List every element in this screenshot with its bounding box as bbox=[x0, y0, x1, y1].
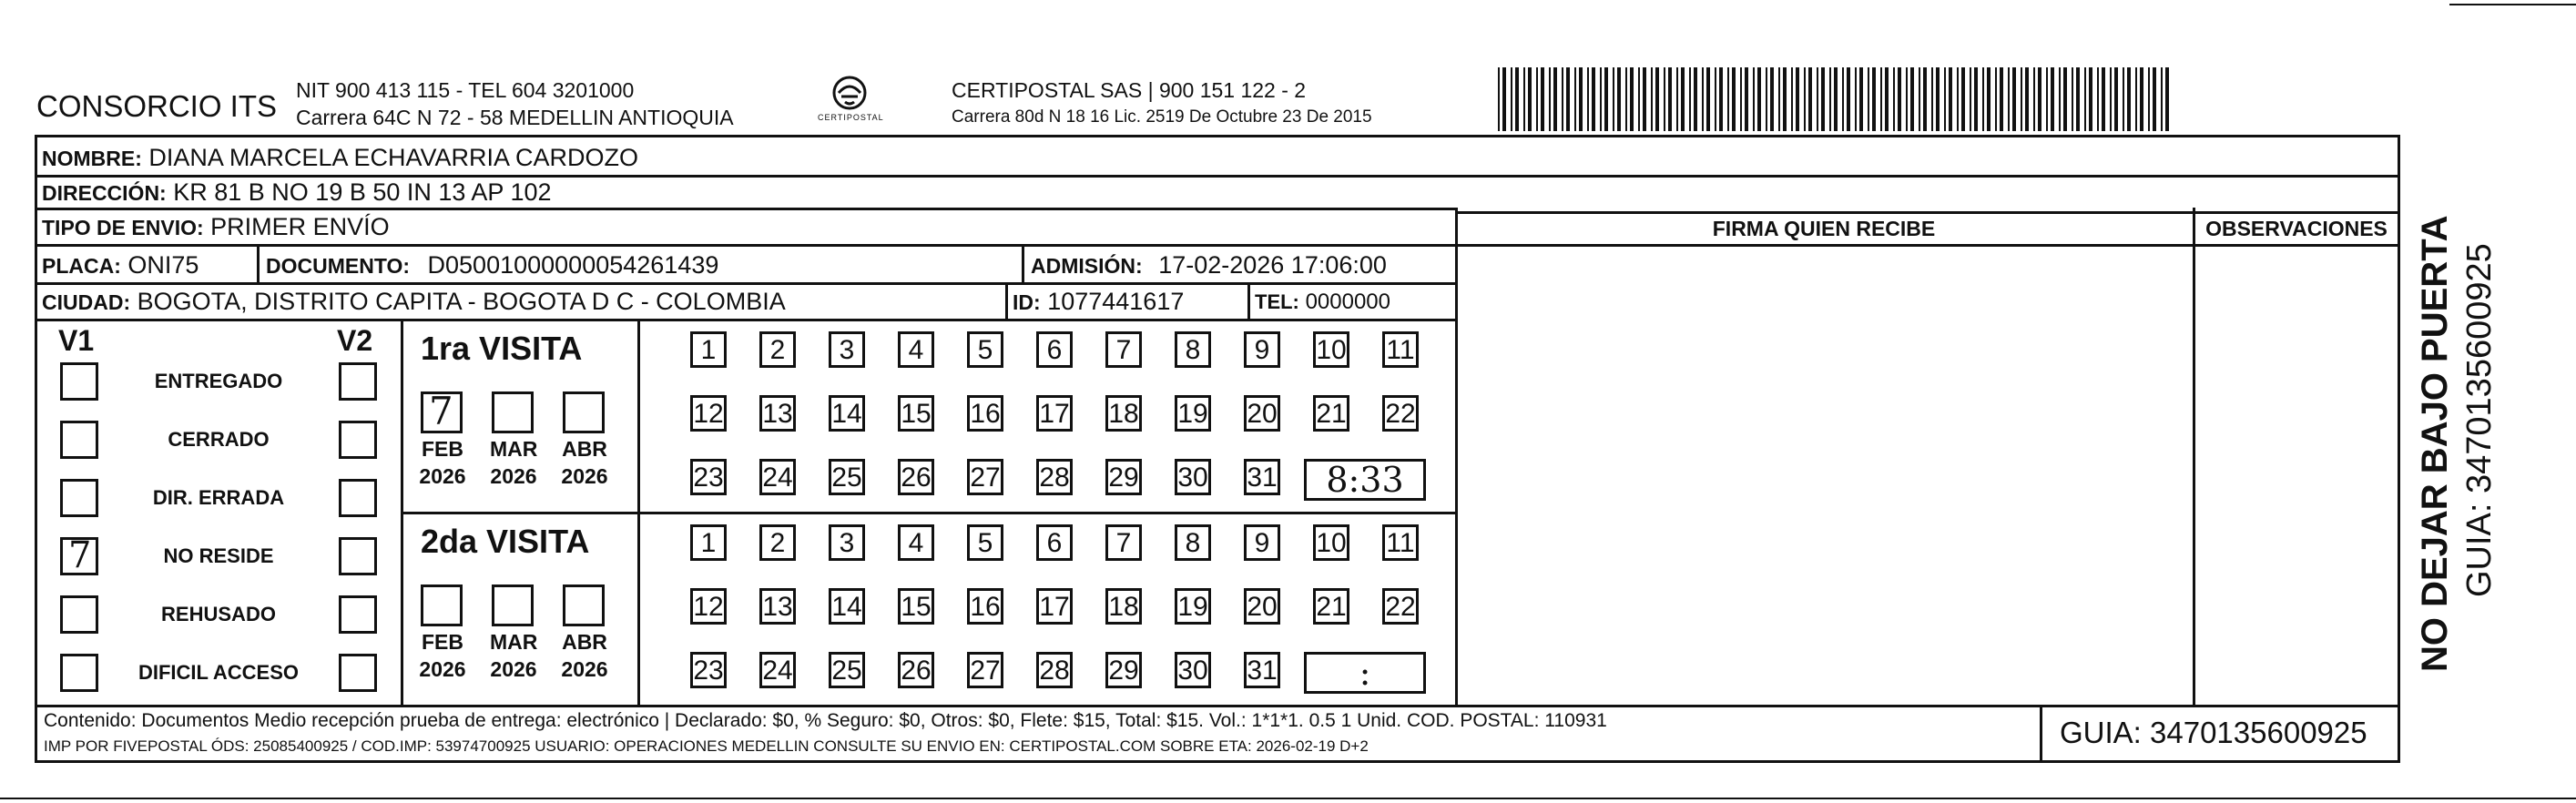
status-label-entregado: ENTREGADO bbox=[154, 370, 283, 392]
barcode-bar bbox=[1689, 67, 1691, 131]
barcode bbox=[1498, 67, 2176, 131]
v1-label: V1 bbox=[58, 324, 95, 357]
barcode-bar bbox=[2123, 67, 2124, 131]
admision-value: 17-02-2026 17:06:00 bbox=[1158, 251, 1387, 279]
barcode-bar bbox=[1766, 67, 1767, 131]
barcode-bar bbox=[1842, 67, 1844, 131]
day-box[interactable]: 23 bbox=[690, 459, 727, 495]
observaciones-header: OBSERVACIONES bbox=[2205, 217, 2388, 240]
barcode-bar bbox=[1727, 67, 1729, 131]
day-box[interactable]: 13 bbox=[759, 395, 796, 432]
time-box[interactable]: 8:33 bbox=[1304, 459, 1426, 501]
barcode-bar bbox=[1910, 67, 1914, 131]
barcode-bar bbox=[1893, 67, 1895, 131]
day-box[interactable]: 6 bbox=[1036, 331, 1073, 368]
barcode-bar bbox=[1651, 67, 1653, 131]
barcode-bar bbox=[1957, 67, 1959, 131]
barcode-bar bbox=[2046, 67, 2048, 131]
id-value: 1077441617 bbox=[1047, 288, 1185, 315]
day-box[interactable]: 1 bbox=[690, 331, 727, 368]
v1-checkbox-dir-errada[interactable] bbox=[60, 479, 98, 517]
barcode-bar bbox=[1562, 67, 1563, 131]
day-box[interactable]: 25 bbox=[829, 459, 865, 495]
barcode-bar bbox=[1638, 67, 1640, 131]
v2-checkbox-rehusado[interactable] bbox=[339, 595, 377, 634]
day-box[interactable]: 6 bbox=[1036, 524, 1073, 561]
barcode-bar bbox=[1872, 67, 1876, 131]
barcode-bar bbox=[1791, 67, 1793, 131]
barcode-bar bbox=[1906, 67, 1908, 131]
day-box[interactable]: 27 bbox=[967, 459, 1003, 495]
day-box[interactable]: 4 bbox=[898, 524, 934, 561]
barcode-bar bbox=[1949, 67, 1952, 131]
day-box[interactable]: 15 bbox=[898, 395, 934, 432]
barcode-bar bbox=[1664, 67, 1665, 131]
day-box[interactable]: 26 bbox=[898, 459, 934, 495]
v1-check-mark: 7 bbox=[68, 534, 92, 576]
barcode-bar bbox=[1919, 67, 1920, 131]
day-box[interactable]: 30 bbox=[1175, 652, 1211, 688]
company-name: CONSORCIO ITS bbox=[36, 89, 278, 123]
v2-checkbox-entregado[interactable] bbox=[339, 362, 377, 401]
v1-checkbox-cerrado[interactable] bbox=[60, 421, 98, 459]
v2-checkbox-no-reside[interactable] bbox=[339, 537, 377, 575]
month-box-mar[interactable] bbox=[492, 584, 534, 626]
logo-caption: CERTIPOSTAL bbox=[818, 113, 884, 122]
day-box[interactable]: 31 bbox=[1244, 652, 1280, 688]
barcode-bar bbox=[2165, 67, 2169, 131]
month-label: FEB bbox=[422, 437, 463, 461]
barcode-bar bbox=[1821, 67, 1825, 131]
barcode-bar bbox=[1974, 67, 1978, 131]
day-box[interactable]: 2 bbox=[759, 524, 796, 561]
day-box[interactable]: 12 bbox=[690, 588, 727, 625]
day-box[interactable]: 31 bbox=[1244, 459, 1280, 495]
barcode-bar bbox=[1829, 67, 1831, 131]
barcode-bar bbox=[1859, 67, 1863, 131]
barcode-bar bbox=[1643, 67, 1646, 131]
year-label: 2026 bbox=[490, 464, 537, 488]
barcode-bar bbox=[1625, 67, 1627, 131]
barcode-bar bbox=[1778, 67, 1780, 131]
barcode-bar bbox=[1847, 67, 1850, 131]
barcode-bar bbox=[1732, 67, 1736, 131]
placa-value: ONI75 bbox=[127, 251, 199, 279]
barcode-bar bbox=[1566, 67, 1570, 131]
barcode-bar bbox=[1541, 67, 1544, 131]
status-label-dir-errada: DIR. ERRADA bbox=[152, 486, 285, 509]
day-box[interactable]: 9 bbox=[1244, 524, 1280, 561]
barcode-bar bbox=[2025, 67, 2029, 131]
barcode-bar bbox=[1808, 67, 1812, 131]
day-box[interactable]: 13 bbox=[759, 588, 796, 625]
barcode-bar bbox=[1502, 67, 1506, 131]
barcode-bar bbox=[1931, 67, 1933, 131]
barcode-bar bbox=[1549, 67, 1551, 131]
direccion-label: DIRECCIÓN: bbox=[42, 181, 167, 205]
barcode-bar bbox=[2153, 67, 2156, 131]
barcode-bar bbox=[2076, 67, 2080, 131]
barcode-bar bbox=[2097, 67, 2099, 131]
barcode-bar bbox=[1681, 67, 1685, 131]
month-label: MAR bbox=[490, 437, 538, 461]
v2-checkbox-dificil-acceso[interactable] bbox=[339, 654, 377, 692]
side-guia: GUIA: 3470135600925 bbox=[2460, 243, 2499, 597]
barcode-bar bbox=[1604, 67, 1608, 131]
barcode-bar bbox=[1706, 67, 1710, 131]
admision-label: ADMISIÓN: bbox=[1031, 254, 1143, 278]
day-box[interactable]: 3 bbox=[829, 331, 865, 368]
nombre-label: NOMBRE: bbox=[42, 147, 142, 170]
barcode-bar bbox=[1676, 67, 1678, 131]
v2-label: V2 bbox=[337, 324, 373, 357]
barcode-bar bbox=[1579, 67, 1583, 131]
barcode-bar bbox=[2063, 67, 2067, 131]
barcode-bar bbox=[1804, 67, 1806, 131]
day-box[interactable]: 22 bbox=[1382, 395, 1419, 432]
barcode-bar bbox=[2148, 67, 2150, 131]
month-box-abr[interactable] bbox=[563, 584, 605, 626]
documento-label: DOCUMENTO: bbox=[266, 254, 411, 278]
barcode-bar bbox=[2110, 67, 2112, 131]
barcode-bar bbox=[1770, 67, 1774, 131]
ciudad-label: CIUDAD: bbox=[42, 290, 131, 314]
barcode-bar bbox=[1668, 67, 1672, 131]
firma-header: FIRMA QUIEN RECIBE bbox=[1712, 217, 1936, 240]
day-box[interactable]: 23 bbox=[690, 652, 727, 688]
day-box[interactable]: 20 bbox=[1244, 588, 1280, 625]
barcode-bar bbox=[2114, 67, 2118, 131]
barcode-bar bbox=[1528, 67, 1532, 131]
day-box[interactable]: 11 bbox=[1382, 331, 1419, 368]
barcode-bar bbox=[2008, 67, 2010, 131]
day-box[interactable]: 9 bbox=[1244, 331, 1280, 368]
barcode-bar bbox=[2084, 67, 2086, 131]
barcode-bar bbox=[1498, 67, 1500, 131]
certipostal-name: CERTIPOSTAL SAS | 900 151 122 - 2 bbox=[952, 78, 1307, 102]
day-box[interactable]: 10 bbox=[1313, 331, 1349, 368]
month-label: ABR bbox=[562, 630, 607, 654]
barcode-bar bbox=[1702, 67, 1704, 131]
barcode-bar bbox=[1961, 67, 1965, 131]
barcode-bar bbox=[1553, 67, 1557, 131]
day-box[interactable]: 27 bbox=[967, 652, 1003, 688]
barcode-bar bbox=[2038, 67, 2041, 131]
day-box[interactable]: 24 bbox=[759, 459, 796, 495]
barcode-bar bbox=[1987, 67, 1991, 131]
month-mark: 7 bbox=[429, 389, 453, 433]
barcode-bar bbox=[1523, 67, 1525, 131]
barcode-bar bbox=[2059, 67, 2061, 131]
footer-imp-line: IMP POR FIVEPOSTAL ÓDS: 25085400925 / COD.IMP: 53974700925 USUARIO: OPERACIONES MEDELLIN CONSULTE SU ENVIO EN: CERTIPOSTAL.COM SOBRE ETA: 2026-02-19 D+2 bbox=[44, 737, 1369, 755]
day-box[interactable]: 14 bbox=[829, 588, 865, 625]
tel-value: 0000000 bbox=[1305, 290, 1390, 314]
status-label-cerrado: CERRADO bbox=[168, 428, 270, 451]
barcode-bar bbox=[1923, 67, 1927, 131]
barcode-bar bbox=[1715, 67, 1716, 131]
barcode-bar bbox=[1587, 67, 1589, 131]
year-label: 2026 bbox=[561, 657, 608, 681]
v2-checkbox-dir-errada[interactable] bbox=[339, 479, 377, 517]
day-box[interactable]: 1 bbox=[690, 524, 727, 561]
barcode-bar bbox=[1898, 67, 1901, 131]
company-address: Carrera 64C N 72 - 58 MEDELLIN ANTIOQUIA bbox=[296, 106, 734, 129]
day-box[interactable]: 2 bbox=[759, 331, 796, 368]
v1-checkbox-no-reside[interactable] bbox=[60, 534, 98, 576]
year-label: 2026 bbox=[490, 657, 537, 681]
day-box[interactable]: 10 bbox=[1313, 524, 1349, 561]
day-box[interactable]: 18 bbox=[1105, 588, 1142, 625]
ciudad-value: BOGOTA, DISTRITO CAPITA - BOGOTA D C - COLOMBIA bbox=[137, 288, 786, 315]
barcode-bar bbox=[1753, 67, 1755, 131]
barcode-bar bbox=[1834, 67, 1838, 131]
day-box[interactable]: 20 bbox=[1244, 395, 1280, 432]
month-box-abr[interactable] bbox=[563, 391, 605, 433]
year-label: 2026 bbox=[419, 657, 466, 681]
barcode-bar bbox=[1995, 67, 1997, 131]
barcode-bar bbox=[2072, 67, 2073, 131]
barcode-bar bbox=[1944, 67, 1946, 131]
v1-checkbox-rehusado[interactable] bbox=[60, 595, 98, 634]
barcode-bar bbox=[1592, 67, 1595, 131]
day-box[interactable]: 25 bbox=[829, 652, 865, 688]
barcode-bar bbox=[1936, 67, 1940, 131]
barcode-bar bbox=[2102, 67, 2105, 131]
time-box[interactable]: : bbox=[1304, 652, 1426, 694]
day-box[interactable]: 3 bbox=[829, 524, 865, 561]
barcode-bar bbox=[1694, 67, 1697, 131]
visit-title: 2da VISITA bbox=[421, 523, 590, 560]
day-box[interactable]: 14 bbox=[829, 395, 865, 432]
month-label: FEB bbox=[422, 630, 463, 654]
day-box[interactable]: 12 bbox=[690, 395, 727, 432]
barcode-bar bbox=[1817, 67, 1818, 131]
barcode-bar bbox=[1740, 67, 1742, 131]
day-box[interactable]: 8 bbox=[1175, 331, 1211, 368]
barcode-bar bbox=[2089, 67, 2092, 131]
barcode-bar bbox=[1613, 67, 1614, 131]
day-box[interactable]: 29 bbox=[1105, 459, 1142, 495]
barcode-bar bbox=[1885, 67, 1889, 131]
certipostal-address: Carrera 80d N 18 16 Lic. 2519 De Octubre 23 De 2015 bbox=[952, 107, 1372, 127]
status-label-rehusado: REHUSADO bbox=[161, 603, 276, 625]
day-box[interactable]: 28 bbox=[1036, 459, 1073, 495]
barcode-bar bbox=[1982, 67, 1984, 131]
barcode-bar bbox=[2000, 67, 2003, 131]
barcode-bar bbox=[1796, 67, 1799, 131]
day-box[interactable]: 4 bbox=[898, 331, 934, 368]
nombre-value: DIANA MARCELA ECHAVARRIA CARDOZO bbox=[148, 144, 639, 171]
footer-contenido: Contenido: Documentos Medio recepción prueba de entrega: electrónico | Declarado: $0, % Seguro: $0, Otros: $0, Flete: $15, Total: $15. Vol.: 1*1*1. 0.5 1 Unid. COD. POSTAL: 110931 bbox=[44, 710, 1607, 731]
day-box[interactable]: 16 bbox=[967, 395, 1003, 432]
footer-guia: GUIA: 3470135600925 bbox=[2060, 716, 2367, 749]
documento-value: D05001000000054261439 bbox=[427, 251, 719, 279]
barcode-bar bbox=[1617, 67, 1621, 131]
year-label: 2026 bbox=[419, 464, 466, 488]
day-box[interactable]: 7 bbox=[1105, 524, 1142, 561]
day-box[interactable]: 15 bbox=[898, 588, 934, 625]
status-label-no-reside: NO RESIDE bbox=[163, 544, 274, 567]
placa-label: PLACA: bbox=[42, 254, 121, 278]
barcode-bar bbox=[2140, 67, 2143, 131]
barcode-bar bbox=[2021, 67, 2022, 131]
day-box[interactable]: 8 bbox=[1175, 524, 1211, 561]
day-box[interactable]: 26 bbox=[898, 652, 934, 688]
barcode-bar bbox=[1600, 67, 1602, 131]
v2-checkbox-cerrado[interactable] bbox=[339, 421, 377, 459]
year-label: 2026 bbox=[561, 464, 608, 488]
barcode-bar bbox=[2127, 67, 2131, 131]
barcode-bar bbox=[2033, 67, 2035, 131]
barcode-bar bbox=[1783, 67, 1787, 131]
barcode-bar bbox=[1655, 67, 1659, 131]
barcode-bar bbox=[1511, 67, 1512, 131]
day-box[interactable]: 21 bbox=[1313, 588, 1349, 625]
barcode-bar bbox=[2135, 67, 2137, 131]
barcode-bar bbox=[1536, 67, 1538, 131]
barcode-bar bbox=[1757, 67, 1761, 131]
day-box[interactable]: 5 bbox=[967, 524, 1003, 561]
barcode-bar bbox=[1745, 67, 1748, 131]
day-box[interactable]: 19 bbox=[1175, 395, 1211, 432]
barcode-bar bbox=[1515, 67, 1519, 131]
barcode-bar bbox=[1574, 67, 1576, 131]
day-box[interactable]: 7 bbox=[1105, 331, 1142, 368]
day-box[interactable]: 19 bbox=[1175, 588, 1211, 625]
day-box[interactable]: 28 bbox=[1036, 652, 1073, 688]
day-box[interactable]: 21 bbox=[1313, 395, 1349, 432]
day-box[interactable]: 17 bbox=[1036, 395, 1073, 432]
day-box[interactable]: 29 bbox=[1105, 652, 1142, 688]
barcode-bar bbox=[1719, 67, 1723, 131]
month-label: ABR bbox=[562, 437, 607, 461]
company-nit: NIT 900 413 115 - TEL 604 3201000 bbox=[296, 78, 635, 102]
barcode-bar bbox=[1855, 67, 1857, 131]
visit-title: 1ra VISITA bbox=[421, 330, 583, 367]
status-label-dificil-acceso: DIFICIL ACCESO bbox=[137, 661, 299, 684]
day-box[interactable]: 30 bbox=[1175, 459, 1211, 495]
barcode-bar bbox=[1880, 67, 1882, 131]
month-box-feb[interactable] bbox=[421, 391, 463, 433]
id-label: ID: bbox=[1013, 290, 1041, 314]
barcode-bar bbox=[2051, 67, 2054, 131]
month-box-mar[interactable] bbox=[492, 391, 534, 433]
v1-checkbox-dificil-acceso[interactable] bbox=[60, 654, 98, 692]
day-box[interactable]: 22 bbox=[1382, 588, 1419, 625]
month-label: MAR bbox=[490, 630, 538, 654]
month-box-feb[interactable] bbox=[421, 584, 463, 626]
direccion-value: KR 81 B NO 19 B 50 IN 13 AP 102 bbox=[173, 178, 552, 206]
day-box[interactable]: 16 bbox=[967, 588, 1003, 625]
barcode-bar bbox=[2161, 67, 2163, 131]
day-box[interactable]: 17 bbox=[1036, 588, 1073, 625]
barcode-bar bbox=[2012, 67, 2016, 131]
tipo-envio-label: TIPO DE ENVIO: bbox=[42, 216, 204, 239]
side-warning: NO DEJAR BAJO PUERTA bbox=[2415, 215, 2455, 672]
day-box[interactable]: 11 bbox=[1382, 524, 1419, 561]
day-box[interactable]: 18 bbox=[1105, 395, 1142, 432]
v1-checkbox-entregado[interactable] bbox=[60, 362, 98, 401]
day-box[interactable]: 24 bbox=[759, 652, 796, 688]
barcode-bar bbox=[1970, 67, 1971, 131]
day-box[interactable]: 5 bbox=[967, 331, 1003, 368]
barcode-bar bbox=[1630, 67, 1634, 131]
barcode-bar bbox=[1868, 67, 1869, 131]
tipo-envio-value: PRIMER ENVÍO bbox=[210, 213, 390, 240]
tel-label: TEL: bbox=[1255, 290, 1299, 313]
